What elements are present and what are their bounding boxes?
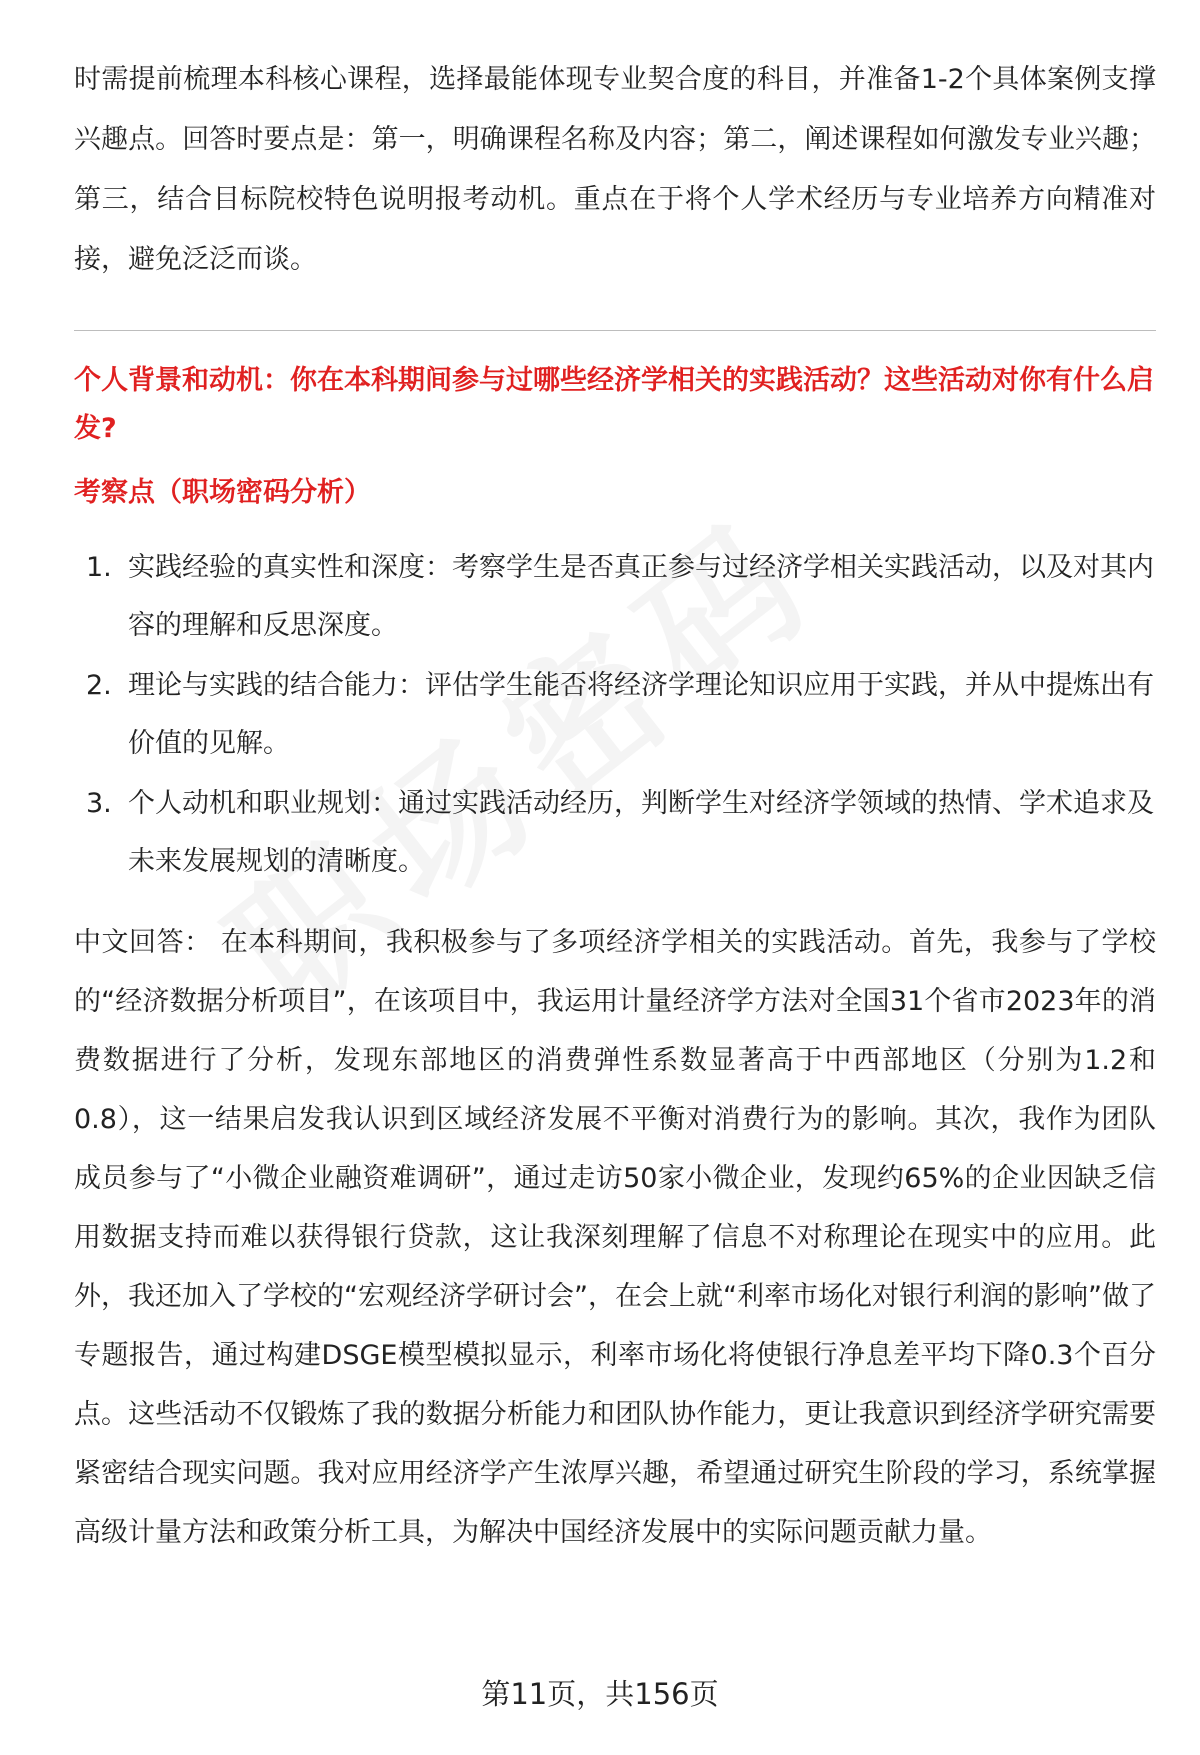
key-points-list bbox=[74, 539, 1156, 891]
key-points-title: 考察点（职场密码分析） bbox=[74, 477, 371, 508]
key-point-item bbox=[74, 775, 1156, 891]
page-content bbox=[74, 50, 1156, 1589]
key-point-item bbox=[74, 539, 1156, 655]
key-point-text: 个人动机和职业规划：通过实践活动经历，判断学生对经济学领域的热情、学术追求及未来发展规划的清晰度。 bbox=[128, 788, 1154, 877]
answer-text: 在本科期间，我积极参与了多项经济学相关的实践活动。首先，我参与了学校的“经济数据分析项目”，在该项目中，我运用计量经济学方法对全国31个省市2023年的消费数据进行了分析，发现东部地区的消费弹性系数显著高于中西部地区（分别为1.2和0.8），这一结果启发我认识到区域经济发展不平衡对消费行为的影响。其次，我作为团队成员参与了“小微企业融资难调研”，通过走访50家小微企业，发现约65%的企业因缺乏信用数据支持而难以获得银行贷款，这让我深刻理解了信息不对称理论在现实中的应用。此外，我还加入了学校的“宏观经济学研讨会”，在会上就“利率市场化对银行利润的影响”做了专题报告，通过构建DSGE模型模拟显示，利率市场化将使银行净息差平均下降0.3个百分点。这些活动不仅锻炼了我的数据分析能力和团队协作能力，更让我意识到经济学研究需要紧密结合现实问题。我对应用经济学产生浓厚兴趣，希望通过研究生阶段的学习，系统掌握高级计量方法和政策分析工具，为解决中国经济发展中的实际问题贡献力量。 bbox=[74, 927, 1156, 1548]
key-point-number: 2. bbox=[86, 670, 112, 701]
key-point-text: 实践经验的真实性和深度：考察学生是否真正参与过经济学相关实践活动，以及对其内容的理解和反思深度。 bbox=[128, 552, 1154, 641]
question-heading: 个人背景和动机：你在本科期间参与过哪些经济学相关的实践活动？这些活动对你有什么启发? bbox=[74, 365, 1154, 444]
key-point-text: 理论与实践的结合能力：评估学生能否将经济学理论知识应用于实践，并从中提炼出有价值的见解。 bbox=[128, 670, 1154, 759]
intro-paragraph: 时需提前梳理本科核心课程，选择最能体现专业契合度的科目，并准备1-2个具体案例支撑兴趣点。回答时要点是：第一，明确课程名称及内容；第二，阐述课程如何激发专业兴趣；第三，结合目标院校特色说明报考动机。重点在于将个人学术经历与专业培养方向精准对接，避免泛泛而谈。 bbox=[74, 64, 1156, 275]
answer-paragraph bbox=[74, 913, 1156, 1562]
key-point-number: 3. bbox=[86, 788, 112, 819]
answer-label: 中文回答： bbox=[74, 927, 212, 958]
key-point-number: 1. bbox=[86, 552, 112, 583]
page-footer: 第11页，共156页 bbox=[481, 1677, 719, 1711]
section-divider bbox=[74, 330, 1156, 331]
key-point-item bbox=[74, 657, 1156, 773]
